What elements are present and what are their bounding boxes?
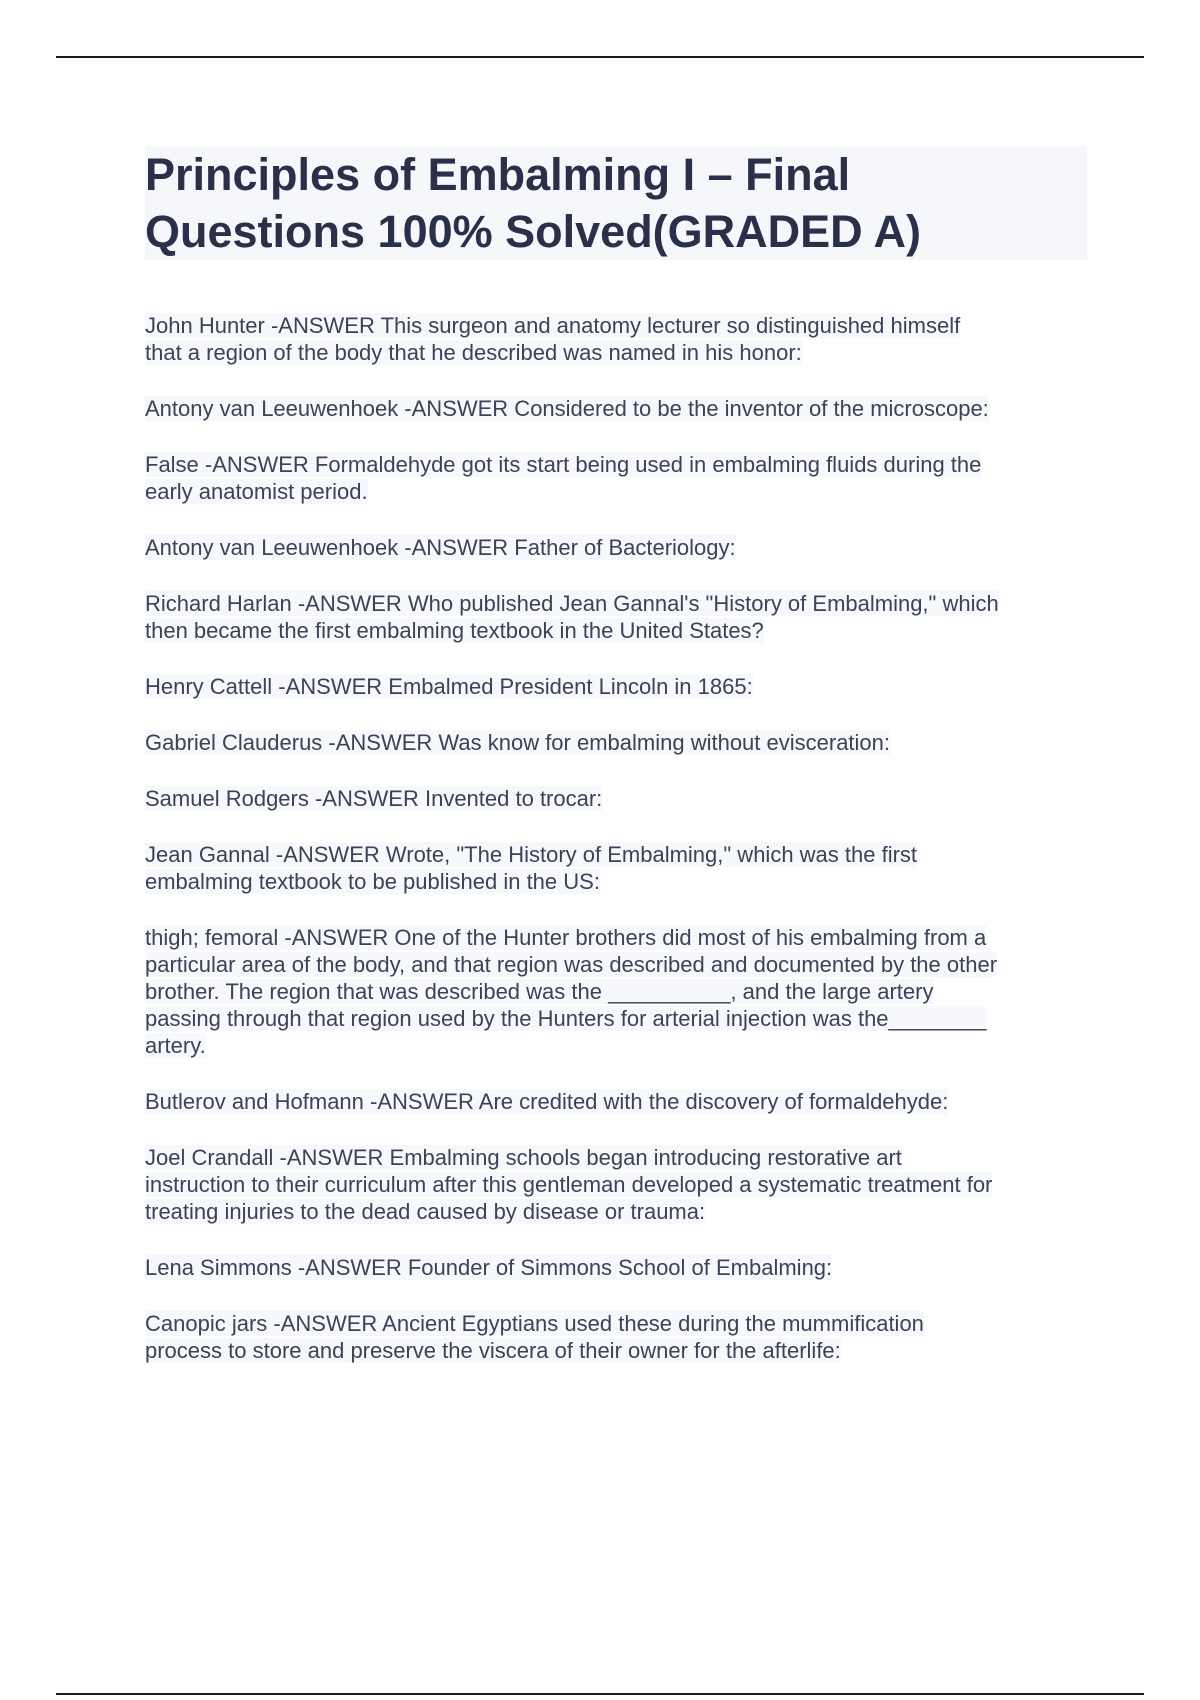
qa-item-text: Antony van Leeuwenhoek -ANSWER Considered to be the inventor of the microscope: xyxy=(145,396,989,421)
qa-item-text: Henry Cattell -ANSWER Embalmed President Lincoln in 1865: xyxy=(145,674,753,699)
qa-item-text: Lena Simmons -ANSWER Founder of Simmons School of Embalming: xyxy=(145,1255,833,1280)
qa-item-line xyxy=(145,617,1095,644)
qa-item xyxy=(145,451,1095,505)
qa-item-line xyxy=(145,729,1095,756)
qa-item xyxy=(145,590,1095,644)
qa-item-line xyxy=(145,785,1095,812)
qa-item-text: that a region of the body that he described was named in his honor: xyxy=(145,340,802,365)
qa-item xyxy=(145,1310,1095,1364)
footer-rule xyxy=(56,1693,1144,1695)
qa-item xyxy=(145,924,1095,1059)
qa-item xyxy=(145,785,1095,812)
qa-item xyxy=(145,1254,1095,1281)
qa-item xyxy=(145,395,1095,422)
qa-item-line xyxy=(145,312,1095,339)
qa-item-text: thigh; femoral -ANSWER One of the Hunter brothers did most of his embalming from a xyxy=(145,925,987,950)
qa-item-line xyxy=(145,673,1095,700)
qa-item-text: instruction to their curriculum after this gentleman developed a systematic treatment for xyxy=(145,1172,993,1197)
qa-item-text: particular area of the body, and that region was described and documented by the other xyxy=(145,952,998,977)
title-line-2: Questions 100% Solved(GRADED A) xyxy=(145,206,921,257)
qa-item-line xyxy=(145,978,1095,1005)
qa-item-line xyxy=(145,1171,1095,1198)
qa-item-text: Samuel Rodgers -ANSWER Invented to trocar: xyxy=(145,786,603,811)
qa-item-line xyxy=(145,924,1095,951)
qa-item-line xyxy=(145,339,1095,366)
qa-item-line xyxy=(145,478,1095,505)
qa-item-text: Gabriel Clauderus -ANSWER Was know for embalming without evisceration: xyxy=(145,730,891,755)
qa-item-line xyxy=(145,1337,1095,1364)
title-line-1: Principles of Embalming I – Final xyxy=(145,149,851,200)
qa-item-text: artery. xyxy=(145,1033,206,1058)
qa-item-text: early anatomist period. xyxy=(145,479,368,504)
qa-item-line xyxy=(145,1310,1095,1337)
qa-item-line xyxy=(145,590,1095,617)
qa-item-line xyxy=(145,1144,1095,1171)
qa-item-text: process to store and preserve the viscera of their owner for the afterlife: xyxy=(145,1338,841,1363)
qa-item-text: passing through that region used by the Hunters for arterial injection was the________ xyxy=(145,1006,987,1031)
qa-item-line xyxy=(145,1032,1095,1059)
qa-item-line xyxy=(145,841,1095,868)
qa-item-line xyxy=(145,534,1095,561)
qa-item-line xyxy=(145,1088,1095,1115)
qa-item-text: Antony van Leeuwenhoek -ANSWER Father of Bacteriology: xyxy=(145,535,736,560)
qa-item-line xyxy=(145,868,1095,895)
qa-item-text: brother. The region that was described was the __________, and the large artery xyxy=(145,979,934,1004)
qa-item-line xyxy=(145,1005,1095,1032)
document-title xyxy=(145,146,1087,260)
qa-item-line xyxy=(145,1254,1095,1281)
qa-item xyxy=(145,1144,1095,1225)
qa-item xyxy=(145,312,1095,366)
qa-item-text: Jean Gannal -ANSWER Wrote, "The History of Embalming," which was the first xyxy=(145,842,918,867)
qa-item-text: John Hunter -ANSWER This surgeon and anatomy lecturer so distinguished himself xyxy=(145,313,961,338)
qa-item-text: Joel Crandall -ANSWER Embalming schools began introducing restorative art xyxy=(145,1145,902,1170)
qa-item-text: False -ANSWER Formaldehyde got its start being used in embalming fluids during the xyxy=(145,452,982,477)
qa-item-line xyxy=(145,395,1095,422)
qa-item-text: embalming textbook to be published in the US: xyxy=(145,869,600,894)
qa-item-line xyxy=(145,951,1095,978)
qa-list xyxy=(145,312,1095,1393)
qa-item-line xyxy=(145,451,1095,478)
qa-item xyxy=(145,673,1095,700)
qa-item-text: then became the first embalming textbook in the United States? xyxy=(145,618,764,643)
qa-item-text: Richard Harlan -ANSWER Who published Jean Gannal's "History of Embalming," which xyxy=(145,591,999,616)
qa-item xyxy=(145,534,1095,561)
qa-item xyxy=(145,729,1095,756)
qa-item-text: Butlerov and Hofmann -ANSWER Are credited with the discovery of formaldehyde: xyxy=(145,1089,949,1114)
header-rule xyxy=(56,56,1144,58)
qa-item xyxy=(145,1088,1095,1115)
qa-item-text: treating injuries to the dead caused by disease or trauma: xyxy=(145,1199,706,1224)
qa-item-text: Canopic jars -ANSWER Ancient Egyptians used these during the mummification xyxy=(145,1311,924,1336)
qa-item xyxy=(145,841,1095,895)
qa-item-line xyxy=(145,1198,1095,1225)
